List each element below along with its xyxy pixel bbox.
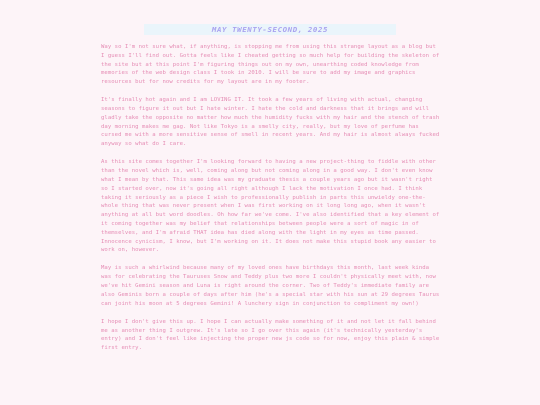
entry-paragraph: I hope I don't give this up. I hope I can actually make something of it and not let it fall behind me as another thing I outgrew. It's late so I go over this again (it's technically yesterday's entry) and I don't feel like injecting the proper new js code so for now, enjoy this plain & simple first entry. <box>101 318 440 352</box>
entry-paragraph: Way so I'm not sure what, if anything, is stopping me from using this strange layout as a blog but I guess I'll find out. Gotta feels like I cheated getting so much help for building the skeleton of the site but at this point I'm figuring things out on my own, unearthing coded knowledge from memories of the web design class I took in 2010. I will be sure to add my image and graphics resources but for now credits for my layout are in my footer. <box>101 44 440 86</box>
post-date-title: MAY TWENTY-SECOND, 2025 <box>211 25 329 34</box>
blog-entry <box>101 43 440 362</box>
entry-paragraph: It's finally hot again and I am LOVING IT. It took a few years of living with actual, changing seasons to figure it out but I hate winter. I hate the cold and darkness that it brings and will gladly take the opposite no matter how much the humidity fucks with my hair and the stench of trash day morning makes me gag. Not like Tokyo is a smelly city, really, but my love of perfume has cursed me with a more sensitive sense of smell in recent years. And my hair is almost always fucked anyway so what do I care. <box>101 97 440 148</box>
entry-paragraph: As this site comes together I'm looking forward to having a new project-thing to fiddle with other than the novel which is, well, coming along but not coming along in a good way. I don't even know what I mean by that. This same idea was my graduate thesis a couple years ago but it wasn't right so I started over, now it's going all right although I lack the motivation I once had. I think taking it seriously as a piece I wish to professionally publish in parts this unwieldy one-the-whole thing that was never present when I was first working on it long long ago, when it wasn't anything at all but word doodles. Oh how far we've come. I've also identified that a key element of it coming together was my belief that relationships between people were a sort of magic in of themselves, and I'm afraid THAT idea has died along with the light in my eyes as time passed. Innocence cynicism, I know, but I'm working on it. It does not make this stupid book any easier to work on, however. <box>101 159 440 254</box>
entry-paragraph: May is such a whirlwind because many of my loved ones have birthdays this month, last week kinda was for celebrating the Tauruses Snow and Teddy plus two more I couldn't physically meet with, now we've hit Gemini season and Luna is right around the corner. Two of Teddy's immediate family are also Geminis born a couple of days after him (he's a special star with his sun at 29 degrees Taurus can joint his moon at 5 degrees Gemini! A lunchery sign in conjunction to compliment my own!) <box>101 265 440 307</box>
